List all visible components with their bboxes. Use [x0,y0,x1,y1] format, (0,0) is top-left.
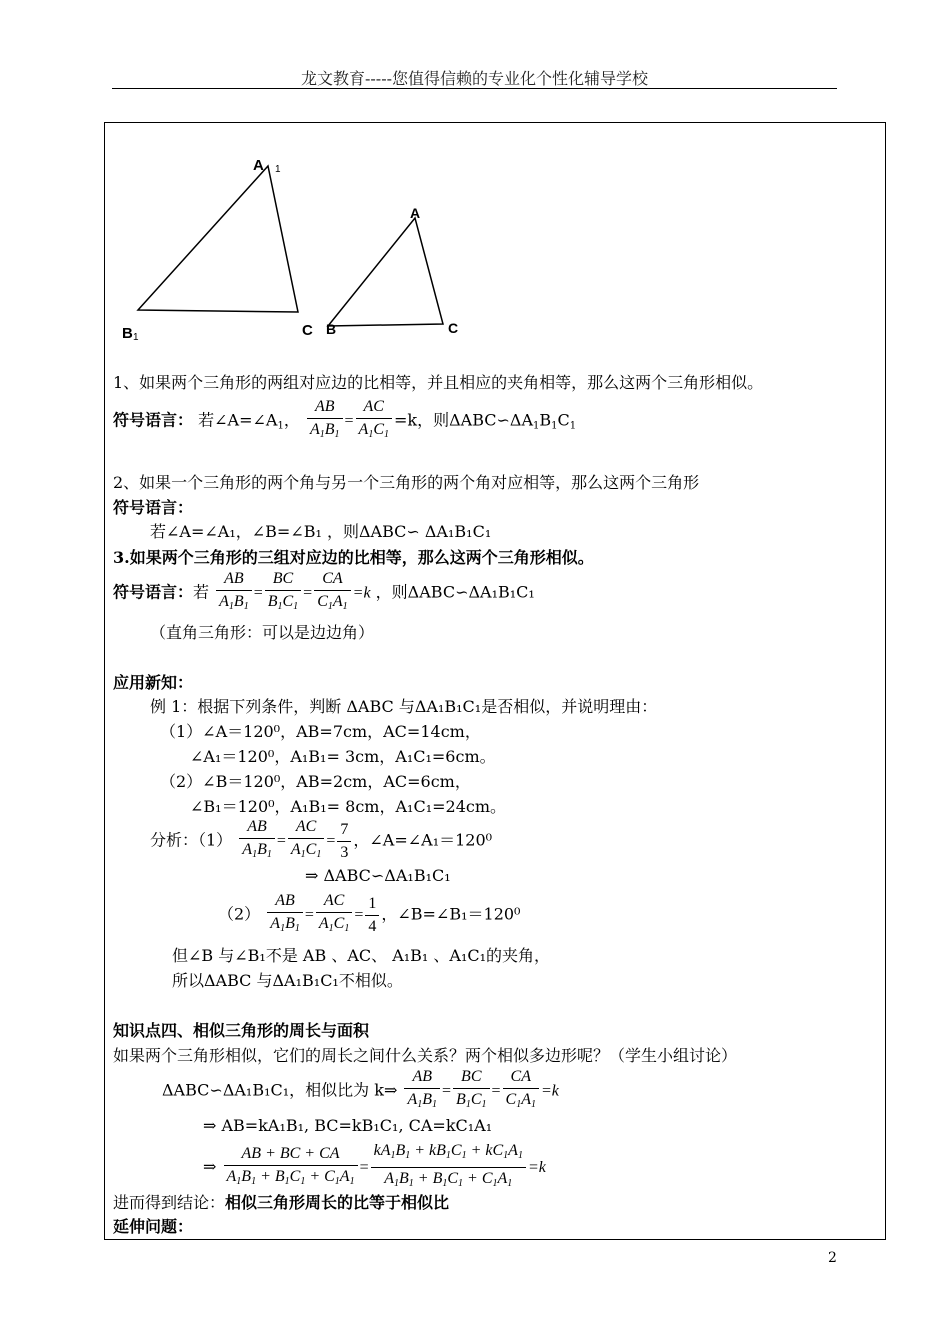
page-number: 2 [828,1250,837,1266]
label-a: A [410,205,421,221]
case2-a: （2）∠B＝120⁰，AB=2cm，AC=6cm， [160,772,471,791]
analysis2: （2） $\frac{AB}{A_1B_1}$ = $\frac{AC}{A_1C_1}$ = $\frac{1}{4}$ ，∠B=∠B₁＝120⁰ [218,892,521,935]
analysis1-conclusion: ⇒ ΔABC∽ΔA₁B₁C₁ [305,866,451,885]
case1-a: （1）∠A＝120⁰，AB=7cm，AC=14cm， [160,722,481,741]
case2-b: ∠B₁＝120⁰，A₁B₁= 8cm，A₁C₁=24cm。 [190,797,507,816]
theorem1-symbolic: 符号语言： 若$\angle A=\angle A_1$， $\frac{AB}{A_1B_1}$ = $\frac{AC}{A_1C_1}$ =k，则$\Delta ABC∽\Delta A_1B_1C_1$ [113,396,576,446]
fraction: $\frac{AB}{A_1B_1}$ [307,396,343,446]
apply-title: 应用新知： [113,673,194,692]
k4-conclusion: 进而得到结论：相似三角形周长的比等于相似比 [113,1193,450,1212]
analysis2-c: 所以ΔABC 与ΔA₁B₁C₁不相似。 [172,971,403,990]
k4-line2: ⇒ AB=kA₁B₁, BC=kB₁C₁, CA=kC₁A₁ [203,1116,493,1135]
extension-label: 延伸问题： [113,1217,194,1236]
triangles-figure [110,140,490,350]
theorem3-note: （直角三角形：可以是边边角） [150,623,375,642]
k4-line3: ⇒ $\frac{AB + BC + CA}{A_1B_1 + B_1C_1 + C_1A_1}$ = $\frac{kA_1B_1 + kB_1C_1 + kC_1A_1}{A_1B_1 + B_1C_1 + C_1A_1}$ =k [203,1142,546,1189]
big-triangle [138,166,298,312]
page-header: 龙文教育-----您值得信赖的专业化个性化辅导学校 [300,69,649,88]
k4-question: 如果两个三角形相似，它们的周长之间什么关系？两个相似多边形呢？（学生小组讨论） [113,1046,738,1065]
label-b: B [326,321,337,337]
svg-text:1: 1 [275,164,281,175]
theorem2-symbolic: 若∠A=∠A₁，∠B=∠B₁ ，则ΔABC∽ ΔA₁B₁C₁ [150,522,492,541]
analysis2-b: 但∠B 与∠B₁不是 AB 、AC、 A₁B₁ 、A₁C₁的夹角， [172,946,551,965]
theorem3-symbolic: 符号语言：若 $\frac{AB}{A_1B_1}$ = $\frac{BC}{B_1C_1}$ = $\frac{CA}{C_1A_1}$ =k ，则ΔABC∽ΔA₁B₁C₁ [113,570,535,612]
theorem2-text: 2、如果一个三角形的两个角与另一个三角形的两个角对应相等，那么这两个三角形 [113,473,700,492]
k4-line1: ΔABC∽ΔA₁B₁C₁，相似比为 k⇒ $\frac{AB}{A_1B_1}$ = $\frac{BC}{B_1C_1}$ = $\frac{CA}{C_1A_1}$ =k [162,1068,559,1110]
analysis1: 分析：（1） $\frac{AB}{A_1B_1}$ = $\frac{AC}{A_1C_1}$ = $\frac{7}{3}$ ，∠A=∠A₁＝120⁰ [150,818,493,861]
theorem2-label: 符号语言： [113,498,194,517]
fraction: $\frac{AC}{A_1C_1}$ [356,396,392,446]
svg-text:1: 1 [133,332,139,343]
small-triangle [328,218,443,326]
theorem3-text: 3.如果两个三角形的三组对应边的比相等，那么这两个三角形相似。 [113,548,594,567]
theorem1-text: 1、如果两个三角形的两组对应边的比相等，并且相应的夹角相等，那么这两个三角形相似。 [113,373,764,392]
label-b1: B [122,325,133,342]
label-a1: A [253,157,264,174]
header-rule [112,88,837,89]
label-c: C [448,320,459,336]
k4-title: 知识点四、相似三角形的周长与面积 [113,1021,370,1040]
case1-b: ∠A₁＝120⁰，A₁B₁= 3cm，A₁C₁=6cm。 [190,747,496,766]
label-c1: C [302,322,313,339]
example1: 例 1：根据下列条件，判断 ΔABC 与ΔA₁B₁C₁是否相似，并说明理由： [150,697,658,716]
